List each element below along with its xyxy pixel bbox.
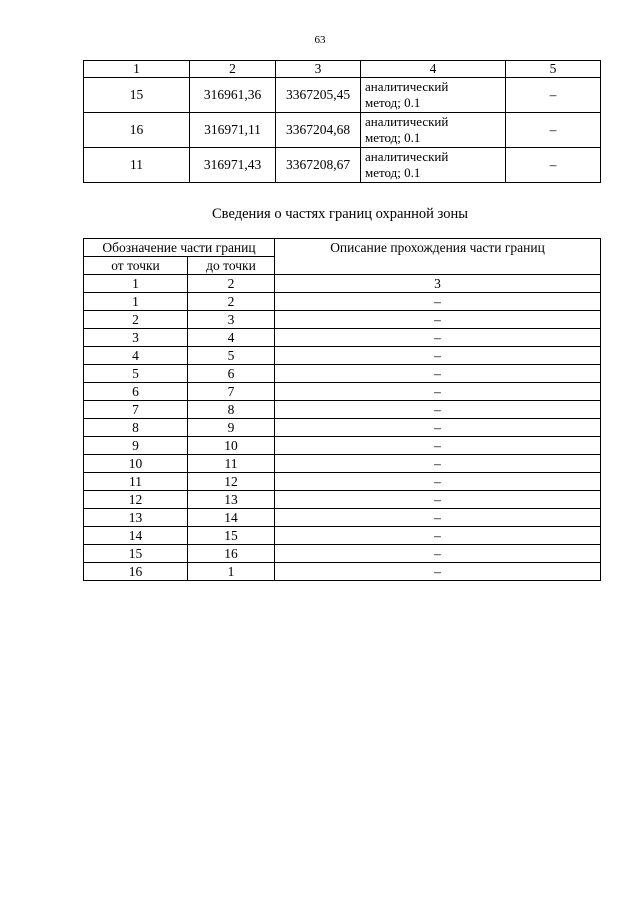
column-number: 1: [84, 61, 190, 78]
table-row: [84, 401, 601, 419]
from-point-header: от точки: [84, 257, 188, 275]
method-line: метод; 0.1: [365, 95, 421, 110]
x-coordinate: 316971,11: [190, 113, 276, 148]
to-point: 1: [188, 563, 275, 581]
to-point: 2: [188, 293, 275, 311]
part-description: –: [275, 491, 601, 509]
column-number: 4: [361, 61, 506, 78]
table-row: [84, 545, 601, 563]
part-description: –: [275, 293, 601, 311]
from-point: 12: [84, 491, 188, 509]
table-row: [84, 78, 601, 113]
from-point: 10: [84, 455, 188, 473]
point-number: 16: [84, 113, 190, 148]
column-number: 2: [188, 275, 275, 293]
designation-header: Обозначение части границ: [84, 239, 275, 257]
method-line: аналитический: [365, 114, 449, 129]
method-line: аналитический: [365, 79, 449, 94]
boundary-parts-table: [83, 238, 601, 581]
table-row: [84, 293, 601, 311]
from-point: 5: [84, 365, 188, 383]
part-description: –: [275, 563, 601, 581]
from-point: 15: [84, 545, 188, 563]
page-number: 63: [314, 34, 326, 46]
from-point: 14: [84, 527, 188, 545]
to-point: 6: [188, 365, 275, 383]
table-row: [84, 563, 601, 581]
from-point: 6: [84, 383, 188, 401]
method-cell: [361, 113, 506, 148]
table-row: [84, 527, 601, 545]
to-point: 16: [188, 545, 275, 563]
to-point: 8: [188, 401, 275, 419]
from-point: 11: [84, 473, 188, 491]
from-point: 13: [84, 509, 188, 527]
table-row: [84, 148, 601, 183]
part-description: –: [275, 437, 601, 455]
table-row: [84, 509, 601, 527]
table-row: [84, 455, 601, 473]
note-cell: –: [506, 113, 601, 148]
section-title: Сведения о частях границ охранной зоны: [212, 206, 468, 222]
to-point: 7: [188, 383, 275, 401]
to-point: 10: [188, 437, 275, 455]
coordinates-table: [83, 60, 601, 183]
note-cell: –: [506, 148, 601, 183]
method-line: метод; 0.1: [365, 130, 421, 145]
description-header: Описание прохождения части границ: [275, 239, 601, 275]
column-number: 3: [276, 61, 361, 78]
coordinates-header-row: [84, 61, 601, 78]
from-point: 3: [84, 329, 188, 347]
part-description: –: [275, 365, 601, 383]
table-row: [84, 329, 601, 347]
parts-numbering-row: [84, 275, 601, 293]
note-cell: –: [506, 78, 601, 113]
part-description: –: [275, 419, 601, 437]
to-point: 9: [188, 419, 275, 437]
table-row: [84, 491, 601, 509]
y-coordinate: 3367205,45: [276, 78, 361, 113]
part-description: –: [275, 311, 601, 329]
part-description: –: [275, 401, 601, 419]
to-point: 14: [188, 509, 275, 527]
column-number: 1: [84, 275, 188, 293]
table-row: [84, 365, 601, 383]
from-point: 1: [84, 293, 188, 311]
table-row: [84, 113, 601, 148]
method-line: аналитический: [365, 149, 449, 164]
part-description: –: [275, 509, 601, 527]
method-line: метод; 0.1: [365, 165, 421, 180]
to-point: 4: [188, 329, 275, 347]
method-cell: [361, 78, 506, 113]
from-point: 8: [84, 419, 188, 437]
table-row: [84, 437, 601, 455]
part-description: –: [275, 455, 601, 473]
to-point-header: до точки: [188, 257, 275, 275]
table-row: [84, 473, 601, 491]
part-description: –: [275, 473, 601, 491]
from-point: 9: [84, 437, 188, 455]
table-row: [84, 419, 601, 437]
part-description: –: [275, 329, 601, 347]
from-point: 16: [84, 563, 188, 581]
to-point: 5: [188, 347, 275, 365]
to-point: 11: [188, 455, 275, 473]
column-number: 5: [506, 61, 601, 78]
x-coordinate: 316971,43: [190, 148, 276, 183]
column-number: 2: [190, 61, 276, 78]
table-row: [84, 383, 601, 401]
to-point: 12: [188, 473, 275, 491]
part-description: –: [275, 527, 601, 545]
from-point: 7: [84, 401, 188, 419]
point-number: 15: [84, 78, 190, 113]
method-cell: [361, 148, 506, 183]
table-row: [84, 347, 601, 365]
part-description: –: [275, 347, 601, 365]
part-description: –: [275, 383, 601, 401]
part-description: –: [275, 545, 601, 563]
to-point: 3: [188, 311, 275, 329]
from-point: 2: [84, 311, 188, 329]
parts-header-row: [84, 239, 601, 257]
point-number: 11: [84, 148, 190, 183]
to-point: 13: [188, 491, 275, 509]
y-coordinate: 3367204,68: [276, 113, 361, 148]
from-point: 4: [84, 347, 188, 365]
y-coordinate: 3367208,67: [276, 148, 361, 183]
column-number: 3: [275, 275, 601, 293]
to-point: 15: [188, 527, 275, 545]
x-coordinate: 316961,36: [190, 78, 276, 113]
table-row: [84, 311, 601, 329]
